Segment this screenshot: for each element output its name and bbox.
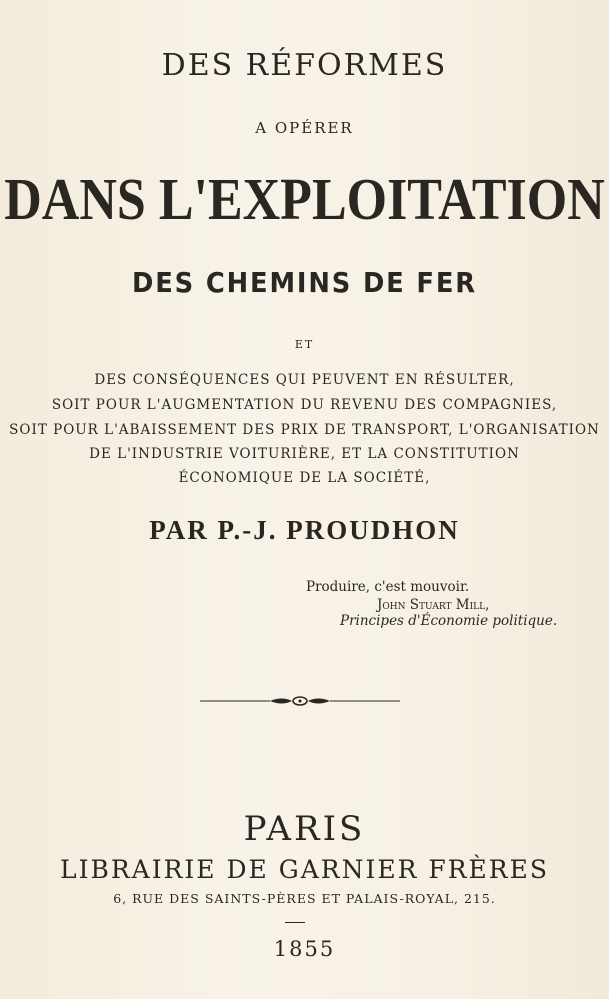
description-line: DE L'INDUSTRIE VOITURIÈRE, ET LA CONSTITUTION (89, 446, 520, 462)
epigraph-attribution: John Stuart Mill, (377, 597, 490, 613)
imprint-city: PARIS (243, 809, 366, 849)
epigraph-source: Principes d'Économie politique. (340, 613, 558, 629)
title-line-2: A OPÉRER (255, 119, 354, 137)
description-line: SOIT POUR L'ABAISSEMENT DES PRIX DE TRANSPORT, L'ORGANISATION (9, 422, 600, 438)
description-line: SOIT POUR L'AUGMENTATION DU REVENU DES COMPAGNIES, (51, 397, 558, 413)
title-line-1: DES RÉFORMES (161, 48, 448, 83)
epigraph-quote: Produire, c'est mouvoir. (306, 579, 470, 595)
imprint-address: 6, RUE DES SAINTS-PÈRES ET PALAIS-ROYAL, 215. (113, 891, 496, 906)
description-line: DES CONSÉQUENCES QUI PEUVENT EN RÉSULTER, (94, 372, 515, 388)
title-line-3: DANS L'EXPLOITATION (4, 167, 605, 233)
conjunction: ET (294, 338, 315, 351)
imprint-year: 1855 (273, 937, 336, 961)
description-line: ÉCONOMIQUE DE LA SOCIÉTÉ, (178, 470, 431, 486)
imprint-publisher: LIBRAIRIE DE GARNIER FRÈRES (60, 855, 549, 884)
decorative-rule-icon (200, 693, 400, 709)
author-line: PAR P.-J. PROUDHON (149, 515, 460, 545)
divider (285, 922, 305, 923)
title-line-4: DES CHEMINS DE FER (132, 266, 477, 299)
